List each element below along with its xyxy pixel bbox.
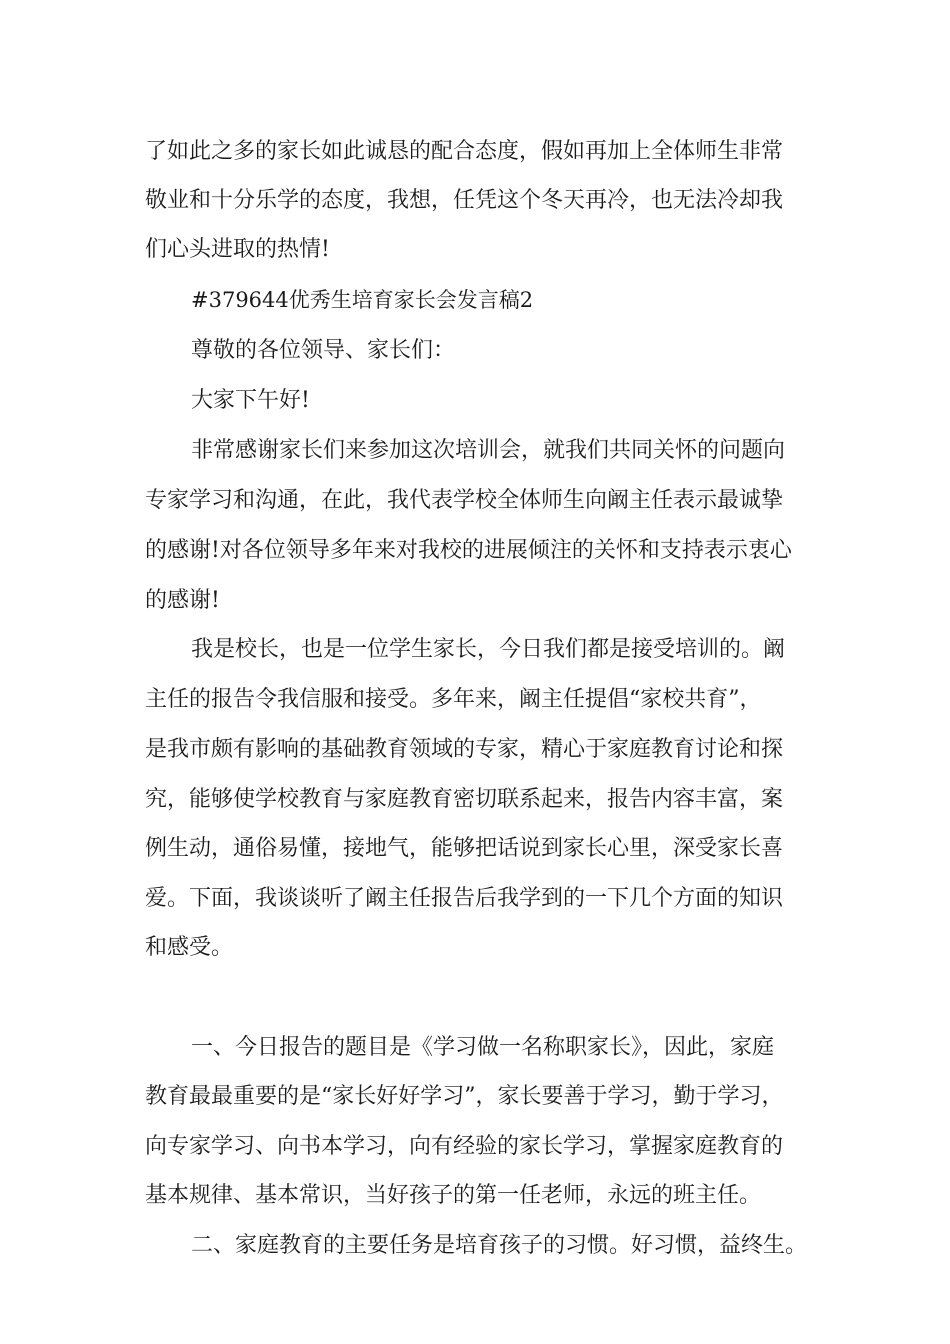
text-line: 专家学习和沟通，在此，我代表学校全体师生向阚主任表示最诚挚	[145, 488, 784, 513]
text-line: 敬业和十分乐学的态度，我想，任凭这个冬天再冷，也无法冷却我	[145, 188, 784, 213]
text-line: 和感受。	[145, 935, 234, 960]
text-line: 的感谢!对各位领导多年来对我校的进展倾注的关怀和支持表示衷心	[145, 538, 792, 563]
section-heading: #379644优秀生培育家长会发言稿2	[191, 288, 534, 312]
text-line: 们心头进取的热情!	[145, 237, 330, 262]
text-line: 向专家学习、向书本学习，向有经验的家长学习，掌握家庭教育的	[145, 1134, 784, 1159]
text-line: 一、今日报告的题目是《学习做一名称职家长》，因此，家庭	[191, 1035, 775, 1060]
text-line: 的感谢!	[145, 588, 220, 613]
text-line: 教育最最重要的是“家长好好学习”，家长要善于学习，勤于学习，	[145, 1084, 784, 1109]
text-line: 爱。下面，我谈谈听了阚主任报告后我学到的一下几个方面的知识	[145, 886, 784, 911]
salutation: 尊敬的各位领导、家长们：	[191, 338, 456, 363]
text-line: 二、家庭教育的主要任务是培育孩子的习惯。好习惯，益终生。	[191, 1233, 808, 1258]
text-line: 基本规律、基本常识，当好孩子的第一任老师，永远的班主任。	[145, 1183, 762, 1208]
greeting: 大家下午好!	[191, 388, 310, 413]
text-line: 究，能够使学校教育与家庭教育密切联系起来，报告内容丰富，案	[145, 787, 784, 812]
text-line: 我是校长，也是一位学生家长，今日我们都是接受培训的。阚	[191, 637, 786, 662]
text-line: 是我市颇有影响的基础教育领域的专家，精心于家庭教育讨论和探	[145, 737, 784, 762]
text-line: 了如此之多的家长如此诚恳的配合态度，假如再加上全体师生非常	[145, 139, 784, 164]
text-line: 非常感谢家长们来参加这次培训会，就我们共同关怀的问题向	[191, 438, 786, 463]
text-line: 主任的报告令我信服和接受。多年来，阚主任提倡“家校共育”，	[145, 687, 762, 712]
text-line: 例生动，通俗易懂，接地气，能够把话说到家长心里，深受家长喜	[145, 836, 784, 861]
